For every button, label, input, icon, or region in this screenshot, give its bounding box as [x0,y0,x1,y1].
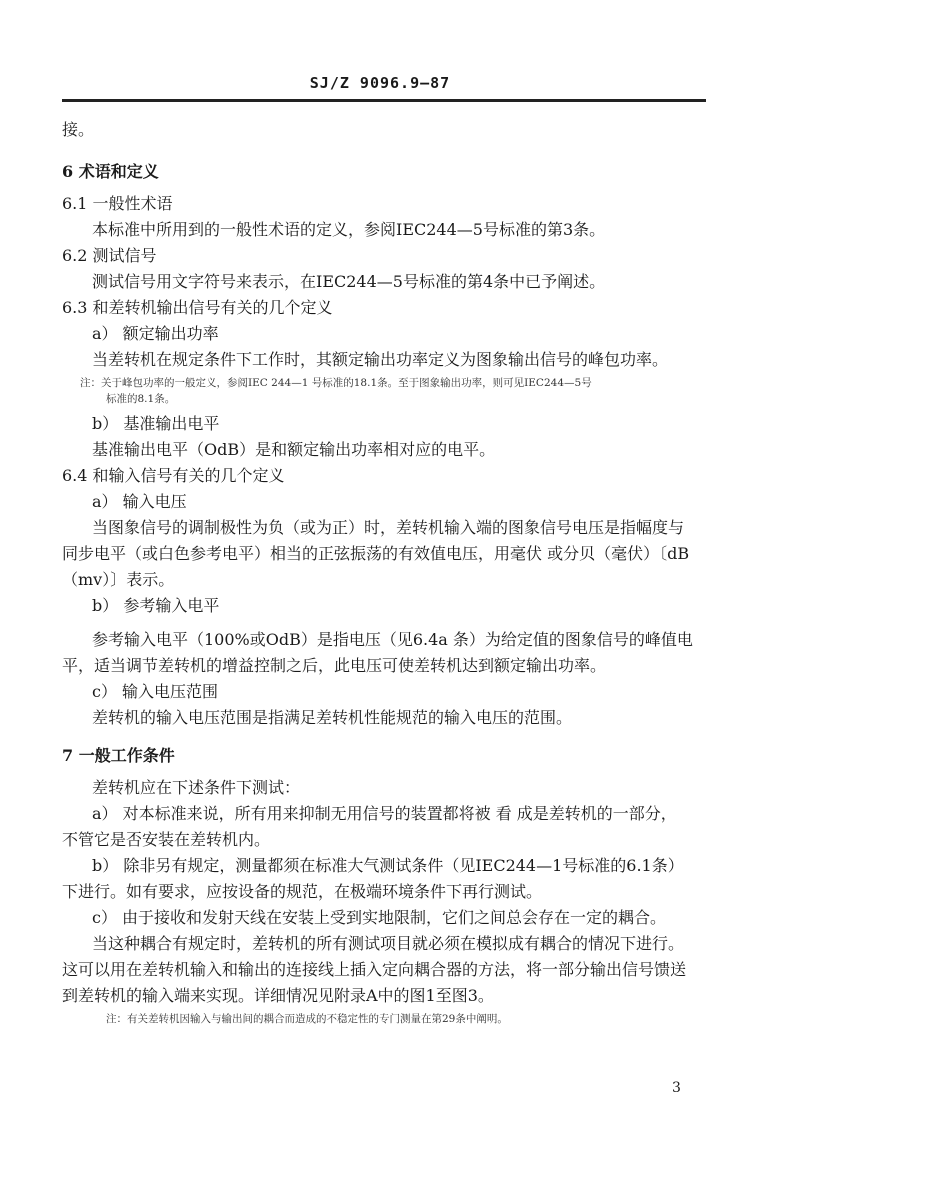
item-heading: b） 参考输入电平 [92,596,220,615]
item-heading: a） 额定输出功率 [92,324,219,343]
paragraph-line: 当这种耦合有规定时，差转机的所有测试项目就必须在模拟成有耦合的情况下进行。 [92,934,685,953]
item-heading: c） 输入电压范围 [92,682,219,701]
paragraph-line: 到差转机的输入端来实现。详细情况见附录A中的图1至图3。 [62,986,494,1005]
paragraph-line: b） 除非另有规定，测量都须在标准大气测试条件（见IEC244—1号标准的6.1条） [92,856,684,875]
paragraph-line: 当图象信号的调制极性为负（或为正）时，差转机输入端的图象信号电压是指幅度与 [92,518,685,537]
paragraph-line: 平，适当调节差转机的增益控制之后，此电压可使差转机达到额定输出功率。 [62,656,607,675]
paragraph-line: 本标准中所用到的一般性术语的定义，参阅IEC244—5号标准的第3条。 [92,220,606,239]
note-line: 注：关于峰包功率的一般定义，参阅IEC 244—1 号标准的18.1条。至于图象输出功率，则可见IEC244—5号 [80,377,592,389]
paragraph-line: （mv）〕表示。 [62,570,175,589]
section-heading: 6 术语和定义 [62,162,159,181]
paragraph-line: 参考输入电平（100%或OdB）是指电压（见6.4a 条）为给定值的图象信号的峰值电 [92,630,693,649]
paragraph-line: 同步电平（或白色参考电平）相当的正弦振荡的有效值电压，用毫伏 或分贝（毫伏）〔dB [62,544,690,563]
note-line: 注：有关差转机因输入与输出间的耦合而造成的不稳定性的专门测量在第29条中阐明。 [106,1013,508,1025]
paragraph-line: 这可以用在差转机输入和输出的连接线上插入定向耦合器的方法，将一部分输出信号馈送 [62,960,687,979]
text-line: 接。 [62,120,95,139]
header-rule [62,99,706,102]
subsection-heading: 6.1 一般性术语 [62,194,173,213]
paragraph-line: c） 由于接收和发射天线在安装上受到实地限制，它们之间总会存在一定的耦合。 [92,908,667,927]
page-number: 3 [672,1080,681,1096]
page-header: SJ/Z 9096.9—87 [309,74,451,92]
section-heading: 7 一般工作条件 [62,746,175,765]
paragraph-line: 下进行。如有要求，应按设备的规范，在极端环境条件下再行测试。 [62,882,543,901]
item-heading: b） 基准输出电平 [92,414,220,433]
note-line: 标准的8.1条。 [106,393,176,405]
paragraph-line: 差转机应在下述条件下测试： [92,778,301,797]
subsection-heading: 6.4 和输入信号有关的几个定义 [62,466,285,485]
subsection-heading: 6.3 和差转机输出信号有关的几个定义 [62,298,333,317]
paragraph-line: a） 对本标准来说，所有用来抑制无用信号的装置都将被 看 成是差转机的一部分， [92,804,677,823]
paragraph-line: 不管它是否安装在差转机内。 [62,830,271,849]
paragraph-line: 差转机的输入电压范围是指满足差转机性能规范的输入电压的范围。 [92,708,573,727]
paragraph-line: 测试信号用文字符号来表示，在IEC244—5号标准的第4条中已予阐述。 [92,272,606,291]
item-heading: a） 输入电压 [92,492,187,511]
paragraph-line: 基准输出电平（OdB）是和额定输出功率相对应的电平。 [92,440,496,459]
subsection-heading: 6.2 测试信号 [62,246,157,265]
paragraph-line: 当差转机在规定条件下工作时，其额定输出功率定义为图象输出信号的峰包功率。 [92,350,669,369]
